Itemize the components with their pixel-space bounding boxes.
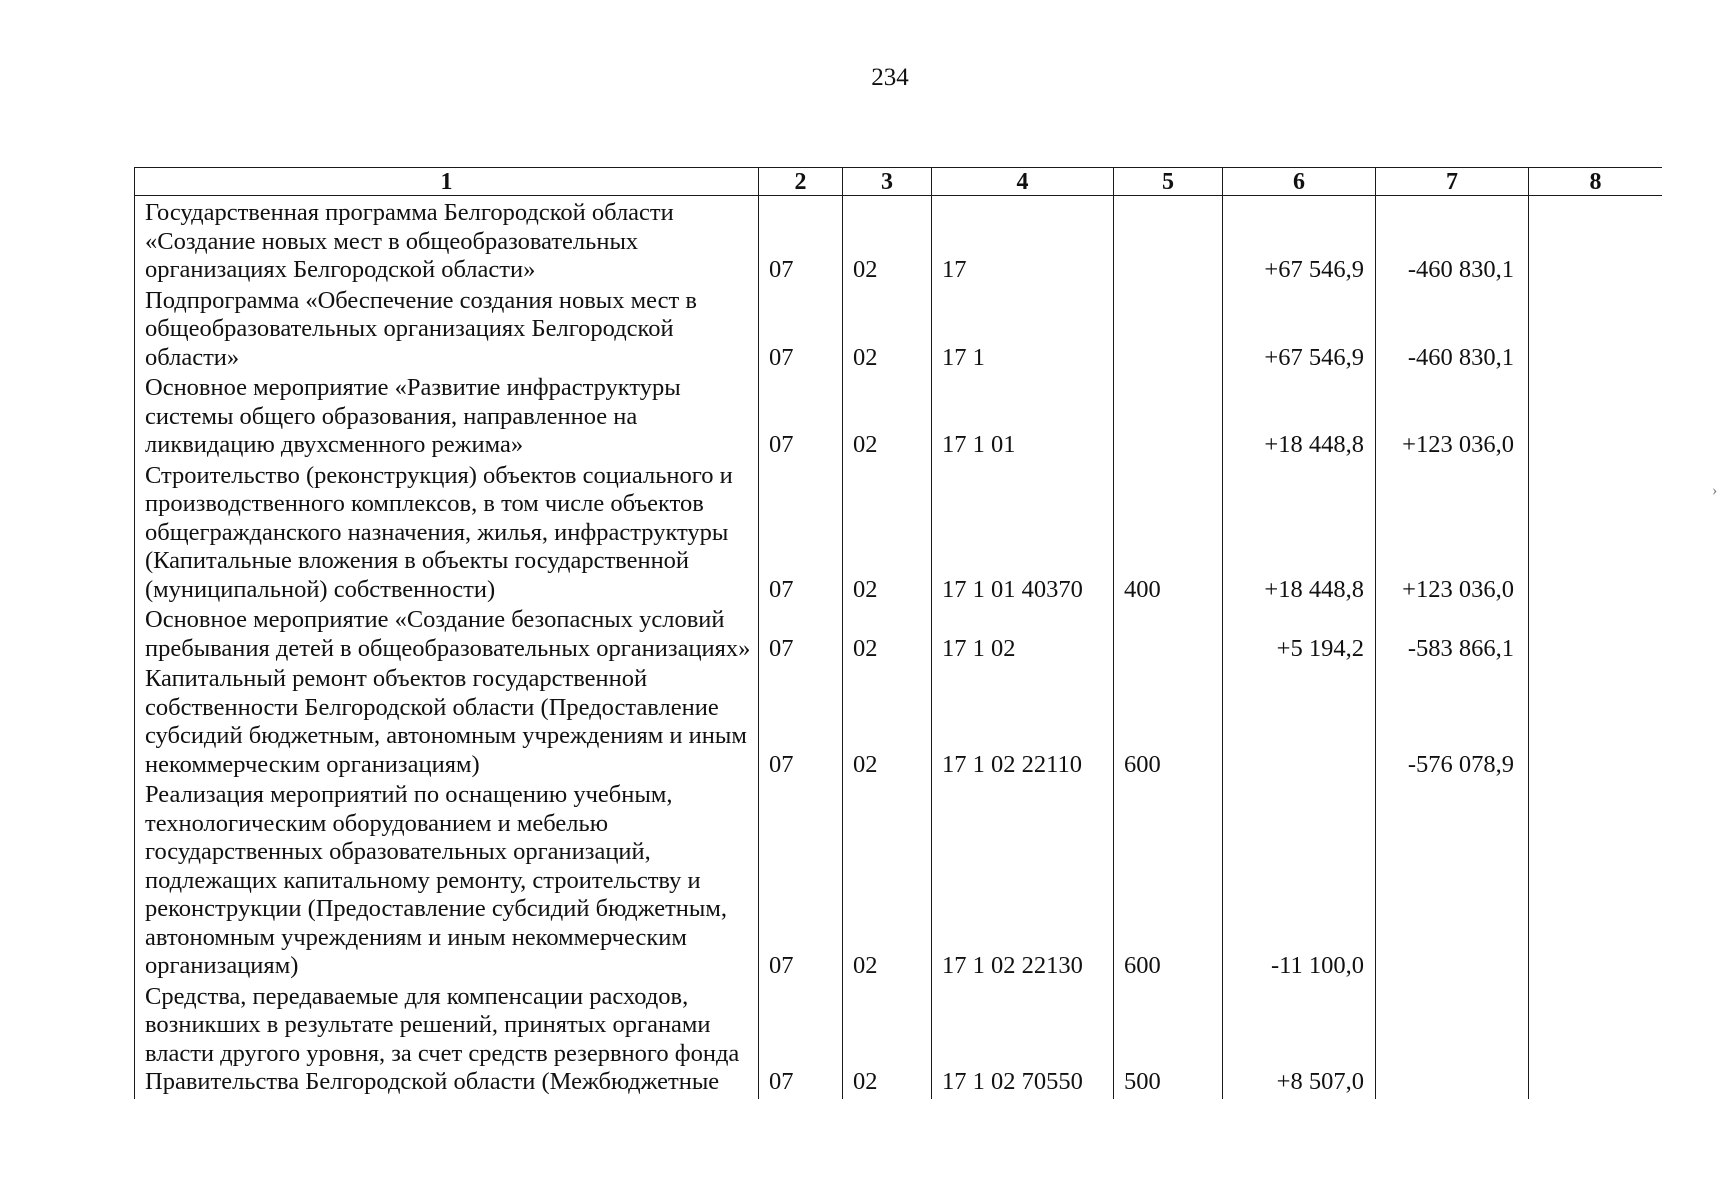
row-target-code: 17 1 01 40370: [932, 462, 1114, 607]
row-subsection: 02: [843, 665, 932, 781]
header-col-3: 3: [843, 168, 932, 196]
row-col7-amount: +123 036,0: [1376, 374, 1529, 462]
table-row: [135, 606, 1663, 665]
row-expense-type: 500: [1114, 983, 1223, 1099]
row-subsection: 02: [843, 781, 932, 983]
row-col6-amount: [1223, 665, 1376, 781]
row-subsection: 02: [843, 606, 932, 665]
row-expense-type: [1114, 606, 1223, 665]
row-col8-amount: [1529, 196, 1663, 287]
row-section: 07: [759, 983, 843, 1099]
row-col6-amount: +18 448,8: [1223, 462, 1376, 607]
row-expense-type: 600: [1114, 781, 1223, 983]
row-col8-amount: [1529, 287, 1663, 375]
row-expense-type: [1114, 196, 1223, 287]
row-target-code: 17 1: [932, 287, 1114, 375]
row-col7-amount: -460 830,1: [1376, 287, 1529, 375]
row-section: 07: [759, 606, 843, 665]
header-col-4: 4: [932, 168, 1114, 196]
row-col6-amount: +18 448,8: [1223, 374, 1376, 462]
row-col7-amount: -576 078,9: [1376, 665, 1529, 781]
row-subsection: 02: [843, 374, 932, 462]
row-col7-amount: -460 830,1: [1376, 196, 1529, 287]
header-col-5: 5: [1114, 168, 1223, 196]
header-col-2: 2: [759, 168, 843, 196]
row-col8-amount: [1529, 374, 1663, 462]
row-section: 07: [759, 462, 843, 607]
row-col8-amount: [1529, 606, 1663, 665]
table-row: [135, 462, 1663, 607]
row-target-code: 17 1 02 22130: [932, 781, 1114, 983]
row-subsection: 02: [843, 287, 932, 375]
row-target-code: 17 1 01: [932, 374, 1114, 462]
budget-table: [134, 167, 1662, 1099]
row-name: Основное мероприятие «Создание безопасных условий пребывания детей в общеобразовательных организациях»: [135, 606, 759, 665]
row-target-code: 17: [932, 196, 1114, 287]
row-name: Капитальный ремонт объектов государственной собственности Белгородской области (Предоставление субсидий бюджетным, автономным учреждениям и иным некоммерческим организациям): [135, 665, 759, 781]
row-col8-amount: [1529, 665, 1663, 781]
row-col8-amount: [1529, 462, 1663, 607]
row-section: 07: [759, 781, 843, 983]
row-name: Государственная программа Белгородской области «Создание новых мест в общеобразовательных организациях Белгородской области»: [135, 196, 759, 287]
row-subsection: 02: [843, 983, 932, 1099]
table-row: [135, 665, 1663, 781]
scan-artifact: ›: [1712, 482, 1718, 499]
row-subsection: 02: [843, 462, 932, 607]
table-row: [135, 983, 1663, 1099]
budget-table-container: [134, 167, 1662, 1200]
header-col-6: 6: [1223, 168, 1376, 196]
row-target-code: 17 1 02 70550: [932, 983, 1114, 1099]
row-subsection: 02: [843, 196, 932, 287]
row-expense-type: 400: [1114, 462, 1223, 607]
row-col6-amount: +67 546,9: [1223, 287, 1376, 375]
header-col-1: 1: [135, 168, 759, 196]
table-row: [135, 287, 1663, 375]
row-name: Основное мероприятие «Развитие инфраструктуры системы общего образования, направленное на ликвидацию двухсменного режима»: [135, 374, 759, 462]
row-col7-amount: [1376, 983, 1529, 1099]
row-section: 07: [759, 374, 843, 462]
row-col7-amount: [1376, 781, 1529, 983]
row-expense-type: 600: [1114, 665, 1223, 781]
row-expense-type: [1114, 374, 1223, 462]
page-number: 234: [871, 64, 909, 91]
row-col6-amount: +5 194,2: [1223, 606, 1376, 665]
row-col6-amount: +67 546,9: [1223, 196, 1376, 287]
table-row: [135, 374, 1663, 462]
row-name: Средства, передаваемые для компенсации расходов, возникших в результате решений, принятых органами власти другого уровня, за счет средств резервного фонда Правительства Белгородской области (Межбюджетные: [135, 983, 759, 1099]
header-row: [135, 168, 1663, 196]
row-target-code: 17 1 02: [932, 606, 1114, 665]
row-col7-amount: -583 866,1: [1376, 606, 1529, 665]
row-section: 07: [759, 665, 843, 781]
header-col-7: 7: [1376, 168, 1529, 196]
row-target-code: 17 1 02 22110: [932, 665, 1114, 781]
row-col8-amount: [1529, 983, 1663, 1099]
row-section: 07: [759, 196, 843, 287]
header-col-8: 8: [1529, 168, 1663, 196]
row-col6-amount: +8 507,0: [1223, 983, 1376, 1099]
row-name: Строительство (реконструкция) объектов социального и производственного комплексов, в том числе объектов общегражданского назначения, жилья, инфраструктуры (Капитальные вложения в объекты государственной (муниципальной) собственности): [135, 462, 759, 607]
row-name: Подпрограмма «Обеспечение создания новых мест в общеобразовательных организациях Белгородской области»: [135, 287, 759, 375]
row-col6-amount: -11 100,0: [1223, 781, 1376, 983]
row-name: Реализация мероприятий по оснащению учебным, технологическим оборудованием и мебелью государственных образовательных организаций, подлежащих капитальному ремонту, строительству и реконструкции (Предоставление субсидий бюджетным, автономным учреждениям и иным некоммерческим организациям): [135, 781, 759, 983]
row-section: 07: [759, 287, 843, 375]
table-row: [135, 781, 1663, 983]
row-col7-amount: +123 036,0: [1376, 462, 1529, 607]
table-row: [135, 196, 1663, 287]
row-expense-type: [1114, 287, 1223, 375]
row-col8-amount: [1529, 781, 1663, 983]
